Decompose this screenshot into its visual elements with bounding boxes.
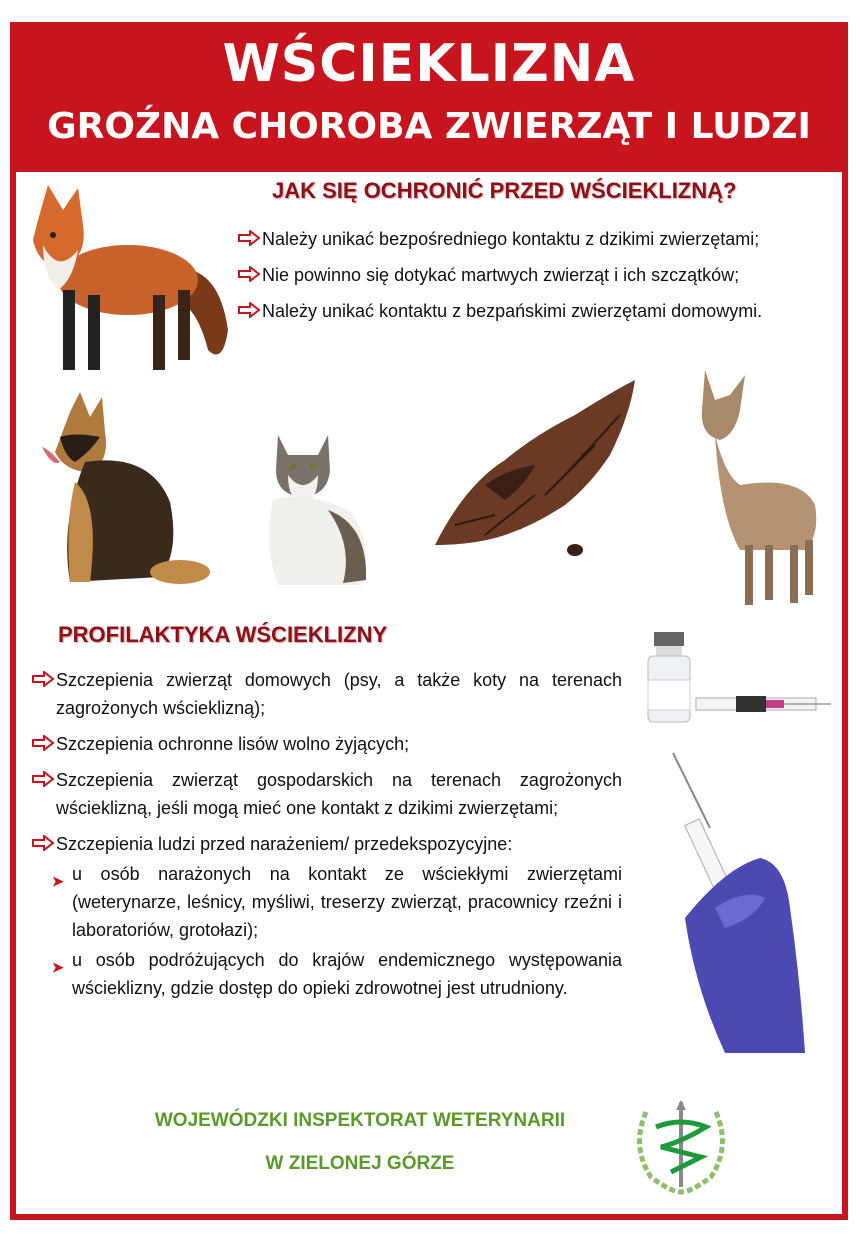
- poster-subtitle: GROŹNA CHOROBA ZWIERZĄT I LUDZI: [47, 106, 811, 147]
- bat-image: [425, 375, 655, 560]
- chevron-right-icon: ➤: [52, 873, 64, 889]
- sub-list-item: [50, 860, 622, 944]
- prophylaxis-item-text: Szczepienia ochronne lisów wolno żyjących;: [56, 734, 410, 754]
- poster-title: WŚCIEKLIZNA: [222, 34, 636, 94]
- arrow-right-icon: [32, 835, 54, 851]
- arrow-right-icon: [238, 230, 260, 246]
- veterinary-logo-icon: [626, 1092, 736, 1197]
- vaccine-vial-image: [636, 630, 836, 730]
- protect-heading: JAK SIĘ OCHRONIĆ PRZED WŚCIEKLIZNĄ?: [272, 178, 737, 203]
- prophylaxis-item-text: Szczepienia zwierząt domowych (psy, a także koty na terenach zagrożonych wścieklizną);: [56, 670, 622, 718]
- prophylaxis-item-text: Szczepienia ludzi przed narażeniem/ przedekspozycyjne:: [56, 834, 513, 854]
- deer-image: [680, 365, 825, 610]
- list-item: [238, 225, 833, 253]
- sub-list-item: [50, 946, 622, 1002]
- list-item: [32, 766, 622, 822]
- footer-line-2: W ZIELONEJ GÓRZE: [265, 1153, 455, 1174]
- syringe-hand-image: [665, 748, 815, 1058]
- dog-image: [30, 392, 210, 592]
- list-item: [32, 830, 622, 858]
- prophylaxis-heading: PROFILAKTYKA WŚCIEKLIZNY: [58, 622, 388, 647]
- prophylaxis-list: [32, 666, 622, 1004]
- fox-image: [18, 180, 233, 380]
- cat-image: [258, 425, 378, 590]
- sub-item-text: u osób podróżujących do krajów endemicznego występowania wścieklizny, gdzie dostęp do opieki zdrowotnej jest utrudniony.: [72, 950, 622, 998]
- protect-list: [238, 225, 833, 333]
- protect-item-text: Należy unikać bezpośredniego kontaktu z dzikimi zwierzętami;: [262, 229, 760, 249]
- sub-item-text: u osób narażonych na kontakt ze wściekłymi zwierzętami (weterynarze, leśnicy, myśliwi, treserzy zwierząt, pracownicy rzeźni i laboratoriów, grotołazi);: [72, 864, 622, 940]
- list-item: [32, 666, 622, 722]
- arrow-right-icon: [238, 302, 260, 318]
- arrow-right-icon: [32, 735, 54, 751]
- footer-line-1: WOJEWÓDZKI INSPEKTORAT WETERYNARII: [154, 1110, 566, 1131]
- protect-item-text: Należy unikać kontaktu z bezpańskimi zwierzętami domowymi.: [262, 301, 763, 321]
- list-item: [238, 261, 833, 289]
- arrow-right-icon: [238, 266, 260, 282]
- chevron-right-icon: ➤: [52, 959, 64, 975]
- list-item: [32, 730, 622, 758]
- protect-item-text: Nie powinno się dotykać martwych zwierząt i ich szczątków;: [262, 265, 740, 285]
- prophylaxis-item-text: Szczepienia zwierząt gospodarskich na terenach zagrożonych wścieklizną, jeśli mogą mieć one kontakt z dzikimi zwierzętami;: [56, 770, 622, 818]
- arrow-right-icon: [32, 771, 54, 787]
- list-item: [238, 297, 833, 325]
- arrow-right-icon: [32, 671, 54, 687]
